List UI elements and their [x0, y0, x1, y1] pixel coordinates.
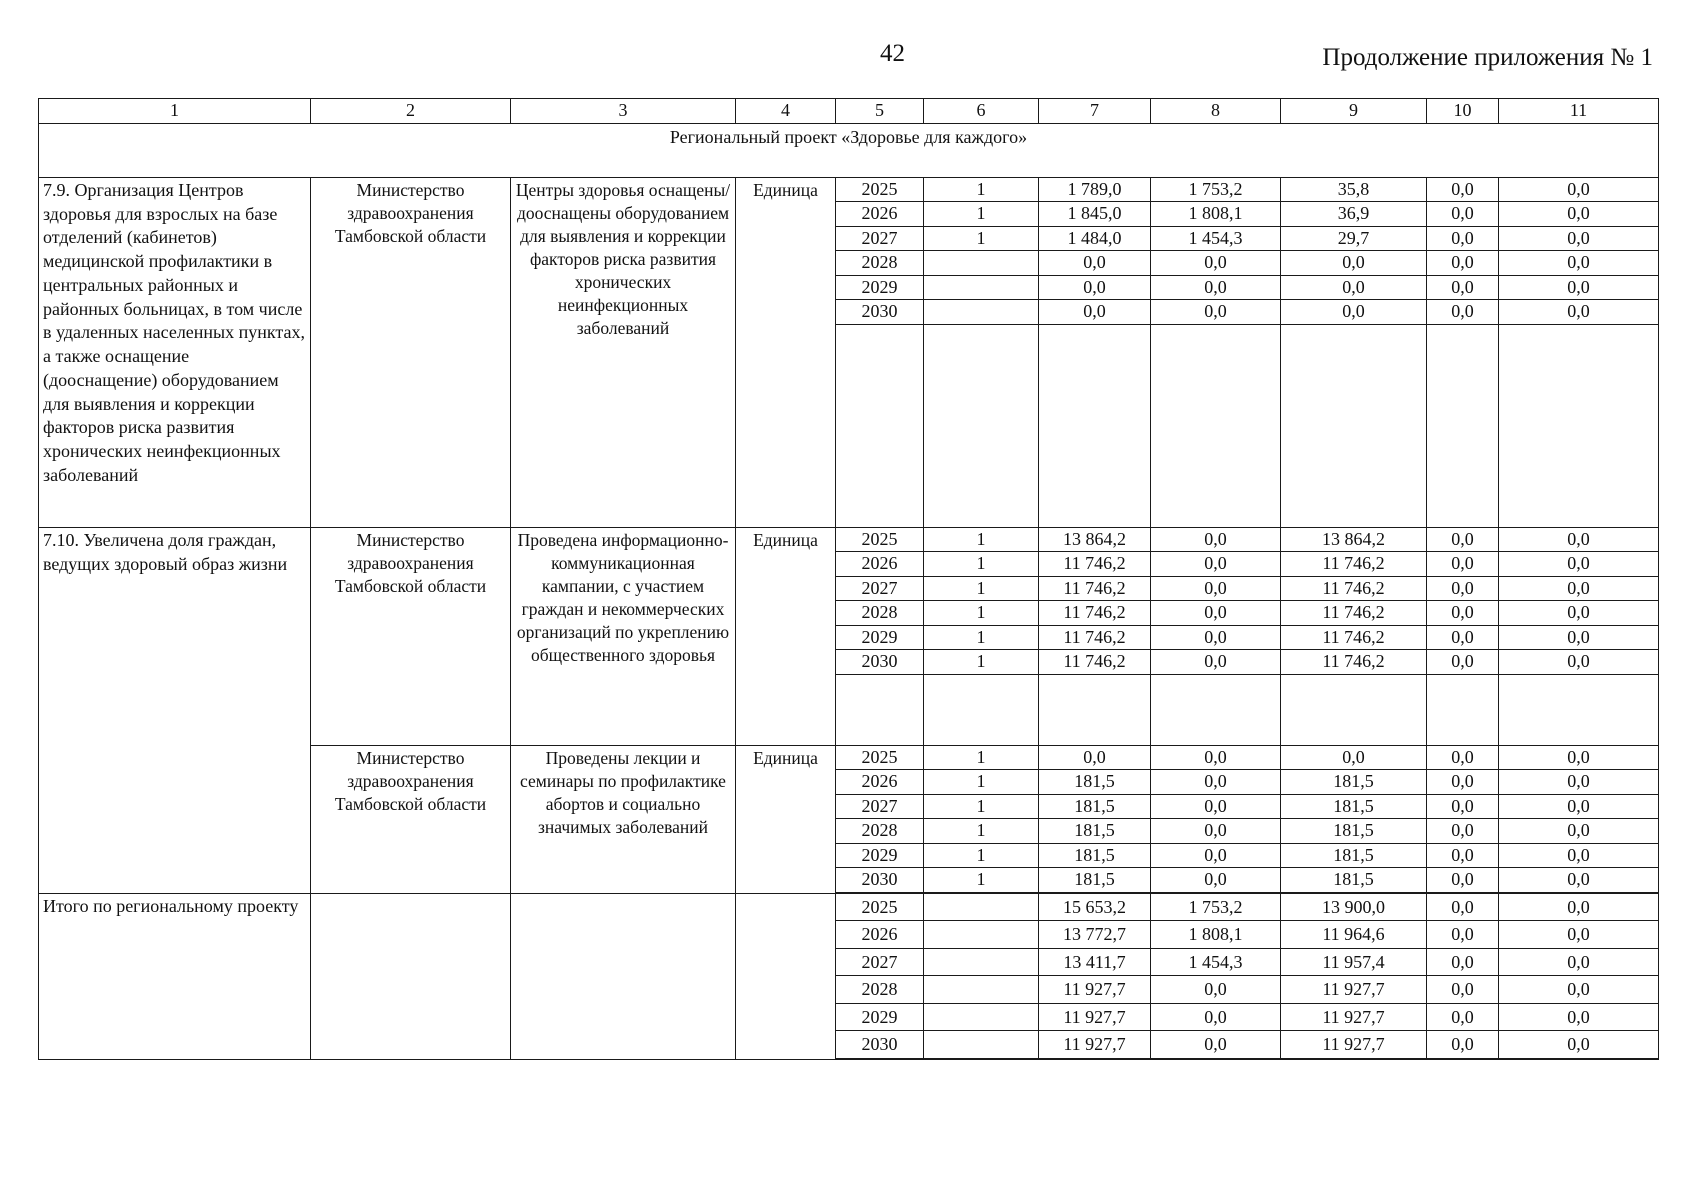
col10-value: 0,0 [1427, 976, 1498, 1004]
col9-value: 11 927,7 [1281, 1004, 1426, 1032]
col8-value: 0,0 [1151, 976, 1280, 1004]
col7-value: 181,5 [1039, 868, 1150, 893]
col8-value: 0,0 [1151, 626, 1280, 651]
col11-value: 0,0 [1499, 844, 1658, 869]
year-value: 2029 [836, 276, 923, 301]
measure-description: 7.10. Увеличена доля граждан, ведущих здоровый образ жизни [39, 527, 311, 893]
col6-value: 1 [924, 202, 1038, 227]
budget-table [38, 98, 1659, 1060]
col11-cell [1499, 745, 1659, 893]
col6-value: 1 [924, 178, 1038, 203]
col11-value: 0,0 [1499, 528, 1658, 553]
col11-value: 0,0 [1499, 227, 1658, 252]
unit: Единица [736, 527, 836, 745]
col11-value: 0,0 [1499, 552, 1658, 577]
col6-value [924, 949, 1038, 977]
col9-value: 11 927,7 [1281, 976, 1426, 1004]
year-value: 2030 [836, 1031, 923, 1059]
col7-value: 1 789,0 [1039, 178, 1150, 203]
col10-value: 0,0 [1427, 770, 1498, 795]
col7-value: 11 746,2 [1039, 577, 1150, 602]
col11-cell [1499, 177, 1659, 527]
col7-cell [1039, 527, 1151, 745]
col10-cell [1427, 893, 1499, 1059]
col6-value: 1 [924, 601, 1038, 626]
col9-value: 11 964,6 [1281, 921, 1426, 949]
responsible-ministry: Министерство здравоохранения Тамбовской области [311, 745, 511, 893]
year-value: 2027 [836, 227, 923, 252]
col8-value: 0,0 [1151, 650, 1280, 675]
year-value: 2029 [836, 626, 923, 651]
year-value: 2028 [836, 819, 923, 844]
col7-value: 13 411,7 [1039, 949, 1150, 977]
col9-value: 181,5 [1281, 844, 1426, 869]
col6-value [924, 921, 1038, 949]
year-value: 2025 [836, 746, 923, 771]
col11-value: 0,0 [1499, 770, 1658, 795]
col8-value: 0,0 [1151, 276, 1280, 301]
col8-cell [1151, 527, 1281, 745]
col8-cell [1151, 745, 1281, 893]
col7-value: 11 927,7 [1039, 976, 1150, 1004]
col9-value: 181,5 [1281, 819, 1426, 844]
col10-cell [1427, 527, 1499, 745]
col6-value: 1 [924, 770, 1038, 795]
col10-value: 0,0 [1427, 868, 1498, 893]
col9-value: 181,5 [1281, 770, 1426, 795]
col7-value: 13 864,2 [1039, 528, 1150, 553]
column-number: 9 [1281, 99, 1427, 124]
column-number: 7 [1039, 99, 1151, 124]
col10-value: 0,0 [1427, 819, 1498, 844]
col10-value: 0,0 [1427, 300, 1498, 325]
col11-value: 0,0 [1499, 921, 1658, 949]
col9-value: 11 746,2 [1281, 650, 1426, 675]
empty-cell [311, 893, 511, 1059]
col8-value: 0,0 [1151, 577, 1280, 602]
col8-value: 0,0 [1151, 251, 1280, 276]
col11-value: 0,0 [1499, 577, 1658, 602]
year-value: 2028 [836, 601, 923, 626]
col8-cell [1151, 177, 1281, 527]
col7-value: 0,0 [1039, 276, 1150, 301]
col9-value: 0,0 [1281, 276, 1426, 301]
col11-value: 0,0 [1499, 1004, 1658, 1032]
col9-cell [1281, 177, 1427, 527]
expected-result: Проведена информационно-коммуникационная кампании, с участием граждан и некоммерческих организаций по укреплению общественного здоровья [511, 527, 736, 745]
col7-value: 11 927,7 [1039, 1031, 1150, 1059]
col6-cell [924, 893, 1039, 1059]
year-value: 2026 [836, 552, 923, 577]
col10-value: 0,0 [1427, 1004, 1498, 1032]
responsible-ministry: Министерство здравоохранения Тамбовской области [311, 527, 511, 745]
col8-value: 0,0 [1151, 528, 1280, 553]
col8-value: 0,0 [1151, 552, 1280, 577]
col7-value: 11 746,2 [1039, 626, 1150, 651]
col9-cell [1281, 527, 1427, 745]
col9-value: 0,0 [1281, 746, 1426, 771]
col11-value: 0,0 [1499, 795, 1658, 820]
col10-value: 0,0 [1427, 1031, 1498, 1059]
column-number: 5 [836, 99, 924, 124]
year-value: 2027 [836, 577, 923, 602]
col8-value: 0,0 [1151, 746, 1280, 771]
project-title-row [39, 123, 1659, 177]
col7-value: 11 746,2 [1039, 650, 1150, 675]
col6-value [924, 1004, 1038, 1032]
year-value: 2030 [836, 650, 923, 675]
col6-value: 1 [924, 577, 1038, 602]
empty-cell [736, 893, 836, 1059]
col6-value [924, 1031, 1038, 1059]
col11-value: 0,0 [1499, 1031, 1658, 1059]
col7-value: 0,0 [1039, 746, 1150, 771]
col10-value: 0,0 [1427, 626, 1498, 651]
col7-value: 15 653,2 [1039, 894, 1150, 922]
col11-value: 0,0 [1499, 178, 1658, 203]
col8-value: 1 808,1 [1151, 921, 1280, 949]
col6-value: 1 [924, 795, 1038, 820]
project-title: Региональный проект «Здоровье для каждого» [39, 123, 1659, 177]
col8-value: 0,0 [1151, 1031, 1280, 1059]
col10-value: 0,0 [1427, 746, 1498, 771]
col10-value: 0,0 [1427, 921, 1498, 949]
year-value: 2029 [836, 844, 923, 869]
col8-value: 0,0 [1151, 1004, 1280, 1032]
col10-value: 0,0 [1427, 528, 1498, 553]
col6-value: 1 [924, 746, 1038, 771]
col7-value: 181,5 [1039, 819, 1150, 844]
column-number: 11 [1499, 99, 1659, 124]
col6-cell [924, 745, 1039, 893]
page-number: 42 [880, 40, 905, 67]
col9-value: 181,5 [1281, 795, 1426, 820]
column-number: 10 [1427, 99, 1499, 124]
year-value: 2030 [836, 868, 923, 893]
col11-value: 0,0 [1499, 251, 1658, 276]
col10-value: 0,0 [1427, 552, 1498, 577]
col7-value: 1 484,0 [1039, 227, 1150, 252]
col10-value: 0,0 [1427, 844, 1498, 869]
expected-result: Проведены лекции и семинары по профилактике абортов и социально значимых заболеваний [511, 745, 736, 893]
col7-value: 11 927,7 [1039, 1004, 1150, 1032]
col8-value: 0,0 [1151, 601, 1280, 626]
col11-value: 0,0 [1499, 746, 1658, 771]
total-row [39, 893, 1659, 1059]
col6-value: 1 [924, 528, 1038, 553]
col8-value: 0,0 [1151, 868, 1280, 893]
col6-value: 1 [924, 819, 1038, 844]
year-value: 2025 [836, 894, 923, 922]
col6-value: 1 [924, 552, 1038, 577]
col11-value: 0,0 [1499, 626, 1658, 651]
col10-cell [1427, 745, 1499, 893]
col8-value: 1 808,1 [1151, 202, 1280, 227]
col11-value: 0,0 [1499, 300, 1658, 325]
measure-description: 7.9. Организация Центров здоровья для взрослых на базе отделений (кабинетов) медицинской профилактики в центральных районных и районных больницах, в том числе в удаленных населенных пунктах, а также оснащение (дооснащение) оборудованием для выявления и коррекции факторов риска развития хронических неинфекционных заболеваний [39, 177, 311, 527]
col9-value: 11 746,2 [1281, 601, 1426, 626]
col7-value: 181,5 [1039, 770, 1150, 795]
col6-cell [924, 177, 1039, 527]
col8-cell [1151, 893, 1281, 1059]
col9-value: 36,9 [1281, 202, 1426, 227]
col10-value: 0,0 [1427, 251, 1498, 276]
year-value: 2025 [836, 178, 923, 203]
year-value: 2027 [836, 949, 923, 977]
col7-value: 0,0 [1039, 300, 1150, 325]
col11-value: 0,0 [1499, 949, 1658, 977]
col9-value: 13 864,2 [1281, 528, 1426, 553]
col11-value: 0,0 [1499, 650, 1658, 675]
col7-value: 11 746,2 [1039, 601, 1150, 626]
col11-value: 0,0 [1499, 202, 1658, 227]
col7-value: 13 772,7 [1039, 921, 1150, 949]
col10-value: 0,0 [1427, 650, 1498, 675]
col8-value: 0,0 [1151, 770, 1280, 795]
col10-value: 0,0 [1427, 894, 1498, 922]
col9-value: 11 957,4 [1281, 949, 1426, 977]
col7-value: 1 845,0 [1039, 202, 1150, 227]
col6-value: 1 [924, 626, 1038, 651]
col11-cell [1499, 893, 1659, 1059]
year-value: 2029 [836, 1004, 923, 1032]
unit: Единица [736, 745, 836, 893]
col9-value: 29,7 [1281, 227, 1426, 252]
expected-result: Центры здоровья оснащены/ дооснащены оборудованием для выявления и коррекции факторов риска развития хронических неинфекционных заболеваний [511, 177, 736, 527]
appendix-continuation-title: Продолжение приложения № 1 [1322, 44, 1653, 71]
col6-cell [924, 527, 1039, 745]
column-number: 6 [924, 99, 1039, 124]
col6-value [924, 276, 1038, 301]
col6-value: 1 [924, 844, 1038, 869]
col9-value: 181,5 [1281, 868, 1426, 893]
years-cell [836, 745, 924, 893]
column-number: 4 [736, 99, 836, 124]
table-row [39, 527, 1659, 745]
col9-value: 13 900,0 [1281, 894, 1426, 922]
col11-value: 0,0 [1499, 819, 1658, 844]
col11-value: 0,0 [1499, 976, 1658, 1004]
col9-cell [1281, 745, 1427, 893]
year-value: 2028 [836, 976, 923, 1004]
col11-value: 0,0 [1499, 601, 1658, 626]
column-number: 8 [1151, 99, 1281, 124]
col8-value: 1 753,2 [1151, 894, 1280, 922]
year-value: 2030 [836, 300, 923, 325]
col6-value [924, 300, 1038, 325]
empty-cell [511, 893, 736, 1059]
year-value: 2026 [836, 770, 923, 795]
col8-value: 1 454,3 [1151, 949, 1280, 977]
col10-value: 0,0 [1427, 795, 1498, 820]
col9-value: 11 746,2 [1281, 552, 1426, 577]
col9-value: 11 746,2 [1281, 626, 1426, 651]
col7-value: 181,5 [1039, 795, 1150, 820]
col9-value: 35,8 [1281, 178, 1426, 203]
col7-value: 181,5 [1039, 844, 1150, 869]
col8-value: 1 454,3 [1151, 227, 1280, 252]
column-number: 1 [39, 99, 311, 124]
year-value: 2026 [836, 921, 923, 949]
col10-value: 0,0 [1427, 202, 1498, 227]
col10-value: 0,0 [1427, 601, 1498, 626]
col8-value: 0,0 [1151, 819, 1280, 844]
col9-value: 0,0 [1281, 251, 1426, 276]
col9-cell [1281, 893, 1427, 1059]
unit: Единица [736, 177, 836, 527]
year-value: 2028 [836, 251, 923, 276]
col8-value: 0,0 [1151, 844, 1280, 869]
col11-value: 0,0 [1499, 894, 1658, 922]
col10-value: 0,0 [1427, 577, 1498, 602]
col11-value: 0,0 [1499, 868, 1658, 893]
col6-value: 1 [924, 868, 1038, 893]
col8-value: 1 753,2 [1151, 178, 1280, 203]
col10-value: 0,0 [1427, 949, 1498, 977]
col8-value: 0,0 [1151, 300, 1280, 325]
col11-value: 0,0 [1499, 276, 1658, 301]
col10-value: 0,0 [1427, 178, 1498, 203]
col9-value: 0,0 [1281, 300, 1426, 325]
year-value: 2027 [836, 795, 923, 820]
total-label: Итого по региональному проекту [39, 893, 311, 1059]
responsible-ministry: Министерство здравоохранения Тамбовской области [311, 177, 511, 527]
column-number: 3 [511, 99, 736, 124]
col10-value: 0,0 [1427, 227, 1498, 252]
years-cell [836, 177, 924, 527]
year-value: 2026 [836, 202, 923, 227]
column-number-row [39, 99, 1659, 124]
col6-value [924, 976, 1038, 1004]
table-row [39, 177, 1659, 527]
col9-value: 11 927,7 [1281, 1031, 1426, 1059]
col7-value: 0,0 [1039, 251, 1150, 276]
col10-cell [1427, 177, 1499, 527]
col11-cell [1499, 527, 1659, 745]
col7-value: 11 746,2 [1039, 552, 1150, 577]
years-cell [836, 527, 924, 745]
years-cell [836, 893, 924, 1059]
col8-value: 0,0 [1151, 795, 1280, 820]
col7-cell [1039, 893, 1151, 1059]
col6-value [924, 894, 1038, 922]
col6-value [924, 251, 1038, 276]
year-value: 2025 [836, 528, 923, 553]
col10-value: 0,0 [1427, 276, 1498, 301]
col6-value: 1 [924, 227, 1038, 252]
col9-value: 11 746,2 [1281, 577, 1426, 602]
col7-cell [1039, 177, 1151, 527]
column-number: 2 [311, 99, 511, 124]
col6-value: 1 [924, 650, 1038, 675]
col7-cell [1039, 745, 1151, 893]
